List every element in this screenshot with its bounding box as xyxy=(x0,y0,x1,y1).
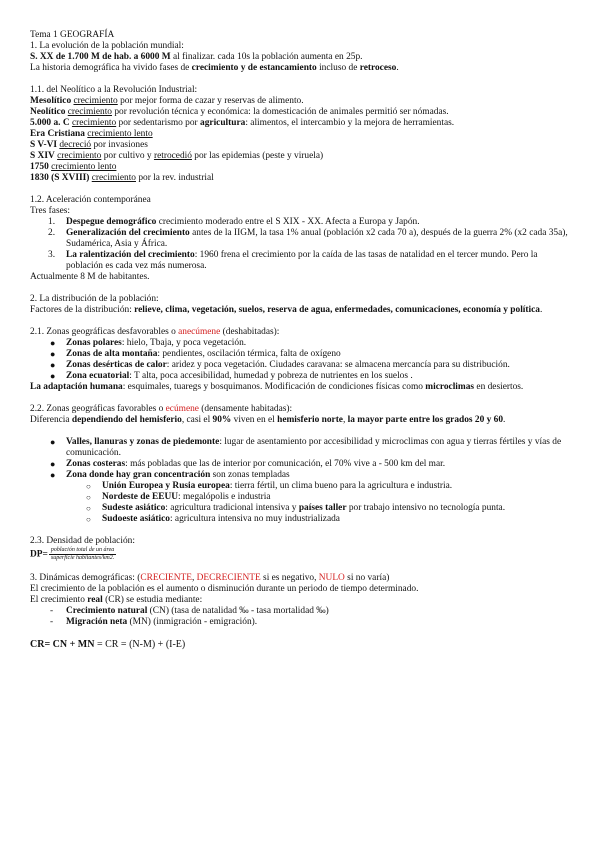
list-item: ● Zona donde hay gran concentración son zonas templadas xyxy=(50,470,290,480)
period-row: Neolítico crecimiento por revolución técnica y económica: la domesticación de animales permitió ser nómadas. xyxy=(30,107,449,117)
period-row: S V-VI decreció por invasiones xyxy=(30,140,148,150)
list-item: ○ Nordeste de EEUU: megalópolis e industria xyxy=(86,492,271,502)
growth-formula: CR= CN + MN = CR = (N-M) + (I-E) xyxy=(30,639,186,650)
s2-factors: Factores de la distribución: relieve, clima, vegetación, suelos, reserva de agua, enfermedades, comunicaciones, economía y política. xyxy=(30,305,543,315)
period-row: 1750 crecimiento lento xyxy=(30,162,117,172)
list-item: 2. Generalización del crecimiento antes de la IIGM, la tasa 1% anual (población x2 cada 70 a), después de la guerra 2% (x2 cada 35a), Sudamérica, Asia y África. xyxy=(48,228,568,249)
list-item: ● Zonas de alta montaña: pendientes, oscilación térmica, falta de oxígeno xyxy=(50,349,341,359)
list-item: ● Valles, llanuras y zonas de piedemonte: lugar de asentamiento por accesibilidad y microclimas con agua y tierras fértiles y vías de comunicación. xyxy=(50,437,562,458)
period-row: S XIV crecimiento por cultivo y retrocedió por las epidemias (peste y viruela) xyxy=(30,151,324,161)
list-item: 1. Despegue demográfico crecimiento moderado entre el S XIX - XX. Afecta a Europa y Japón. xyxy=(48,217,420,227)
list-item: - Migración neta (MN) (inmigración - emigración). xyxy=(50,617,258,627)
phases-list xyxy=(30,217,575,272)
s22-line1: Diferencia dependiendo del hemisferio, casi el 90% viven en el hemisferio norte, la mayor parte entre los grados 20 y 60. xyxy=(30,415,506,425)
growth-components-list xyxy=(30,606,575,628)
document xyxy=(30,30,575,650)
s12-heading: 1.2. Aceleración contemporánea xyxy=(30,195,151,205)
circle-bullet-icon: ○ xyxy=(86,493,91,502)
list-item: ● Zona ecuatorial: T alta, poca accesibilidad, humedad y pobreza de nutrientes en los suelos . xyxy=(50,371,413,381)
bullet-icon: ● xyxy=(50,459,56,469)
s1-line1 xyxy=(30,52,575,63)
bullet-icon: ● xyxy=(50,349,56,359)
dash-bullet-icon: - xyxy=(50,617,54,627)
list-item: ○ Unión Europea y Rusia europea: tierra fértil, un clima bueno para la agricultura e industria. xyxy=(86,481,453,491)
bullet-icon: ● xyxy=(50,338,56,348)
bullet-icon: ● xyxy=(50,437,56,447)
list-item: ● Zonas costeras: más pobladas que las de interior por comunicación, el 70% vive a - 500 km del mar. xyxy=(50,459,446,469)
s21-outro: La adaptación humana: esquimales, tuaregs y bosquimanos. Modificación de condiciones físicas como microclimas en desiertos. xyxy=(30,382,524,392)
s1-line2: La historia demográfica ha vivido fases de crecimiento y de estancamiento incluso de retroceso. xyxy=(30,63,399,73)
s3-heading: 3. Dinámicas demográficas: (CRECIENTE, DECRECIENTE si es negativo, NULO si no varía) xyxy=(30,573,390,583)
bullet-icon: ● xyxy=(50,371,56,381)
period-row: 5.000 a. C crecimiento por sedentarismo por agricultura: alimentos, el intercambio y la mejora de herramientas. xyxy=(30,118,455,128)
circle-bullet-icon: ○ xyxy=(86,515,91,524)
s3-line1: El crecimiento de la población es el aumento o disminución durante un periodo de tiempo determinado. xyxy=(30,584,419,594)
circle-bullet-icon: ○ xyxy=(86,482,91,491)
bullet-icon: ● xyxy=(50,360,56,370)
bullet-icon: ● xyxy=(50,470,56,480)
density-fraction: $\frac{\text{población total de un área}}{\text{superficie habitantes/km2.}}$ xyxy=(50,547,115,561)
s21-heading: 2.1. Zonas geográficas desfavorables o anecúmene (deshabitadas): xyxy=(30,327,280,337)
list-item: ● Zonas desérticas de calor: aridez y poca vegetación. Ciudades caravana: se almacena mercancía para su distribución. xyxy=(50,360,510,370)
circle-bullet-icon: ○ xyxy=(86,504,91,513)
density-formula: DP= $\frac{\text{población total de un área}}{\text{superficie habitantes/km2.}}$ xyxy=(30,547,115,561)
s1-bold: S. XX de 1.700 M de hab. a 6000 M xyxy=(30,52,171,62)
period-row: Era Cristiana crecimiento lento xyxy=(30,129,153,139)
concentration-sublist xyxy=(30,481,575,525)
s1-text: al finalizar. cada 10s la población aumenta en 25p. xyxy=(170,52,363,62)
list-item: ○ Sudeste asiático: agricultura tradicional intensiva y países taller por trabajo intensivo no tecnología punta. xyxy=(86,503,506,513)
s3-line2: El crecimiento real (CR) se estudia mediante: xyxy=(30,595,203,605)
list-item: - Crecimiento natural (CN) (tasa de natalidad ‰ - tasa mortalidad ‰) xyxy=(50,606,329,616)
s12-outro: Actualmente 8 M de habitantes. xyxy=(30,272,150,282)
s2-heading: 2. La distribución de la población: xyxy=(30,294,159,304)
list-item: ○ Sudoeste asiático: agricultura intensiva no muy industrializada xyxy=(86,514,340,524)
favorable-zones-list xyxy=(30,437,575,481)
dash-bullet-icon: - xyxy=(50,606,54,616)
s23-heading: 2.3. Densidad de población: xyxy=(30,536,135,546)
s12-intro: Tres fases: xyxy=(30,206,71,216)
page-title: Tema 1 GEOGRAFÍA xyxy=(30,30,115,40)
list-item: ● Zonas polares: hielo, Tbaja, y poca vegetación. xyxy=(50,338,247,348)
s1-heading: 1. La evolución de la población mundial: xyxy=(30,41,184,51)
period-row: 1830 (S XVIII) crecimiento por la rev. industrial xyxy=(30,173,214,183)
unfavorable-zones-list xyxy=(30,338,575,382)
s11-heading: 1.1. del Neolítico a la Revolución Industrial: xyxy=(30,85,198,95)
list-item: 3. La ralentización del crecimiento: 1960 frena el crecimiento por la caída de las tasas de natalidad en el tercer mundo. Pero la población es cada vez más numerosa. xyxy=(48,250,538,271)
period-row: Mesolítico crecimiento por mejor forma de cazar y reservas de alimento. xyxy=(30,96,304,106)
s22-heading: 2.2. Zonas geográficas favorables o ecúmene (densamente habitadas): xyxy=(30,404,293,414)
